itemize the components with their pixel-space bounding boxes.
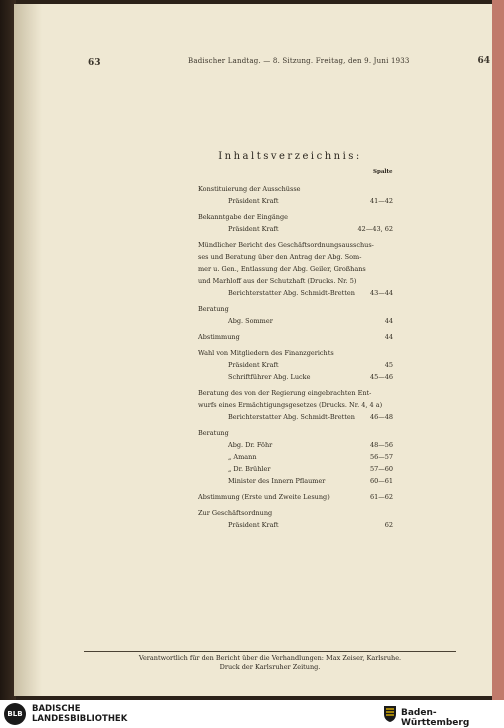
toc-entry <box>198 507 393 531</box>
toc-entry-text: Abstimmung (Erste und Zweite Lesung) <box>198 493 330 501</box>
toc-entry-text: ses und Beratung über den Antrag der Abg. Som- <box>198 253 362 261</box>
toc-speaker <box>198 359 393 371</box>
toc-speaker <box>198 223 393 235</box>
page-number-left: 63 <box>88 58 101 68</box>
toc-entry-text: Beratung <box>198 429 229 437</box>
toc-column-ref: 45 <box>384 361 393 369</box>
toc-column-ref: 62 <box>384 521 393 529</box>
toc-speaker-name: Präsident Kraft <box>228 521 279 529</box>
toc-entry <box>198 347 393 383</box>
library-name-line2: LANDESBIBLIOTHEK <box>32 714 128 724</box>
toc-speaker-name: Präsident Kraft <box>228 225 279 233</box>
toc-speaker-name: Präsident Kraft <box>228 361 279 369</box>
footer-rule <box>84 651 456 652</box>
toc-entry-text: und Marhloff aus der Schutzhaft (Drucks. Nr. 5) <box>198 277 357 285</box>
imprint-line: Verantwortlich für den Bericht über die Verhandlungen: Max Zeiser, Karlsruhe. <box>138 654 402 662</box>
state-name[interactable]: Baden-Württemberg <box>401 708 470 728</box>
toc-entry-text: Konstituierung der Ausschüsse <box>198 185 301 193</box>
page-number-right: 64 <box>477 56 490 66</box>
library-name-line1: BADISCHE <box>32 704 81 714</box>
toc-entry-text: wurfs eines Ermächtigungsgesetzes (Drucks. Nr. 4, 4 a) <box>198 401 383 409</box>
toc-column-ref: 42—43, 62 <box>357 225 393 233</box>
column-label: Spalte <box>373 169 393 175</box>
toc-column-ref: 44 <box>384 333 393 341</box>
running-header <box>80 56 490 70</box>
toc-entry-text: Zur Geschäftsordnung <box>198 509 273 517</box>
toc-column-ref: 61—62 <box>369 493 393 501</box>
library-banner <box>0 700 504 728</box>
toc-speaker <box>198 315 393 327</box>
toc-entry-text: Bekanntgabe der Eingänge <box>198 213 288 221</box>
toc-speaker-name: Abg. Sommer <box>228 317 273 325</box>
table-of-contents <box>198 183 393 535</box>
toc-column-ref: 41—42 <box>369 197 393 205</box>
toc-speaker <box>198 439 393 451</box>
toc-column-ref: 44 <box>384 317 393 325</box>
session-header: Badischer Landtag. — 8. Sitzung. Freitag, den 9. Juni 1933 <box>188 57 410 65</box>
toc-column-ref: 56—57 <box>369 453 393 461</box>
toc-speaker <box>198 371 393 383</box>
page-gutter-shadow <box>14 4 42 696</box>
toc-entry <box>198 491 393 503</box>
toc-speaker-name: Abg. Dr. Föhr <box>228 441 273 449</box>
book-cover-edge <box>492 0 504 700</box>
toc-entry <box>198 427 393 487</box>
toc-column-ref: 43—44 <box>369 289 393 297</box>
toc-entry-text: Wahl von Mitgliedern des Finanzgerichts <box>198 349 334 357</box>
toc-speaker <box>198 195 393 207</box>
toc-column-ref: 57—60 <box>369 465 393 473</box>
toc-entry-text: Beratung <box>198 305 229 313</box>
toc-speaker-name: Berichterstatter Abg. Schmidt-Bretten <box>228 289 355 297</box>
toc-column-ref: 60—61 <box>369 477 393 485</box>
toc-speaker <box>198 519 393 531</box>
imprint-footer <box>84 654 456 672</box>
toc-entry <box>198 183 393 207</box>
toc-entry <box>198 387 393 423</box>
toc-speaker-name: „ Dr. Brühler <box>228 465 271 473</box>
toc-entry <box>198 239 393 299</box>
toc-column-ref: 46—48 <box>369 413 393 421</box>
toc-entry <box>198 331 393 343</box>
toc-speaker-name: Minister des Innern Pflaumer <box>228 477 326 485</box>
toc-speaker-name: Präsident Kraft <box>228 197 279 205</box>
toc-speaker <box>198 463 393 475</box>
toc-entry <box>198 303 393 327</box>
printer-line: Druck der Karlsruher Zeitung. <box>219 663 321 671</box>
toc-entry-text: Mündlicher Bericht des Geschäftsordnungsausschus- <box>198 241 374 249</box>
blb-logo[interactable]: BLB <box>4 703 26 725</box>
toc-column-ref: 45—46 <box>369 373 393 381</box>
library-name[interactable] <box>32 704 127 724</box>
toc-entry-text: Beratung des von der Regierung eingebrachten Ent- <box>198 389 372 397</box>
toc-speaker-name: Schriftführer Abg. Lucke <box>228 373 311 381</box>
toc-entry-text: mer u. Gen., Entlassung der Abg. Geiler, Großhans <box>198 265 366 273</box>
toc-speaker-name: Berichterstatter Abg. Schmidt-Bretten <box>228 413 355 421</box>
toc-column-ref: 48—56 <box>369 441 393 449</box>
toc-speaker <box>198 451 393 463</box>
toc-entry-text: Abstimmung <box>198 333 240 341</box>
toc-speaker <box>198 475 393 487</box>
toc-speaker <box>198 411 393 423</box>
toc-title: Inhaltsverzeichnis: <box>218 151 362 162</box>
toc-speaker <box>198 287 393 299</box>
toc-speaker-name: „ Amann <box>228 453 257 461</box>
baden-wuerttemberg-crest-icon <box>383 705 397 723</box>
toc-entry <box>198 211 393 235</box>
